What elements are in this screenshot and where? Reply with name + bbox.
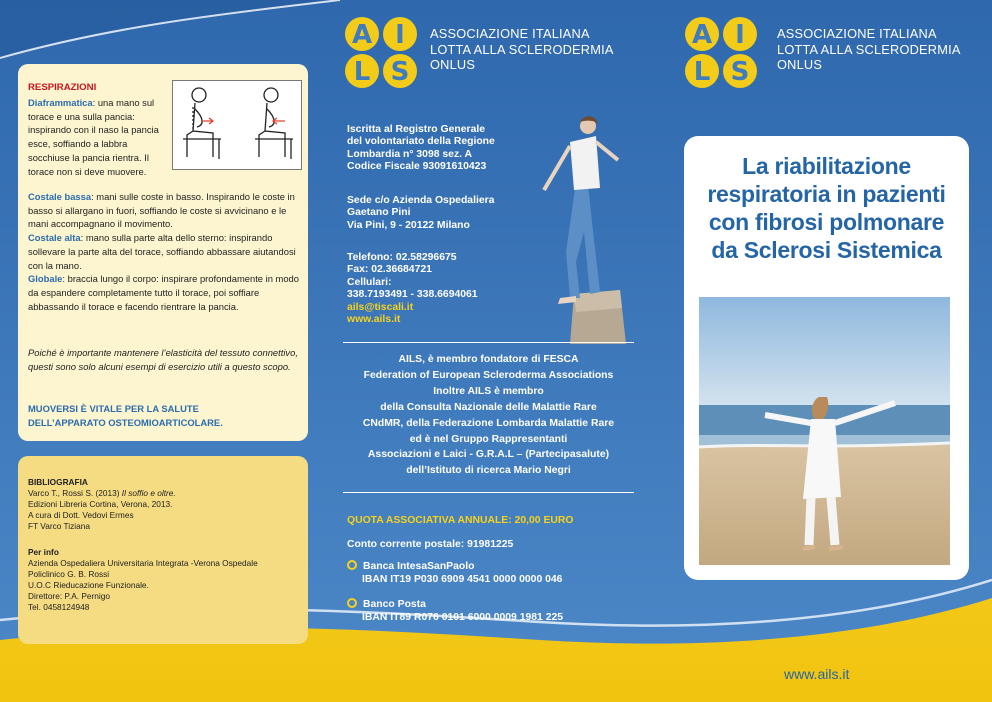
costal-low-text: Costale bassa: mani sulle coste in basso. Inspirando le coste in basso si allargano in fuori, soffiando le coste si avvicinano e le mani accompagnano il movimento.	[28, 191, 295, 230]
breathing-heading: RESPIRAZIONI	[28, 82, 97, 93]
breathing-types-text	[28, 190, 300, 313]
bank-posta: Banco Posta IBAN IT89 R076 0101 6000 0009 1981 225	[347, 599, 627, 624]
svg-text:I: I	[395, 20, 405, 50]
divider-bottom	[343, 492, 634, 493]
info-contact: Per info Azienda Ospedaliera Universitaria Integrata -Verona Ospedale Policlinico G. B. Rossi U.O.C Rieducazione Funzionale. Direttore: P.A. Pernigo Tel. 0458124948	[28, 547, 302, 612]
bullet-icon	[347, 560, 357, 570]
ails-logo-right	[684, 16, 762, 95]
svg-text:I: I	[735, 20, 745, 50]
contact-info: Telefono: 02.58296675 Fax: 02.36684721 Cellulari: 338.7193491 - 338.6694061 ails@tiscali.it www.ails.it	[347, 252, 587, 326]
woman-balancing-photo	[540, 112, 645, 349]
info-title: Per info	[28, 547, 59, 557]
bibliography: BIBLIOGRAFIA Varco T., Rossi S. (2013) Il soffio e oltre. Edizioni Libreria Cortina, Verona, 2013. A cura di Dott. Vedovi Ermes FT Varco Tiziana	[28, 477, 302, 532]
brochure-title: La riabilitazione respiratoria in pazienti con fibrosi polmonare da Sclerosi Sistemica	[707, 153, 946, 263]
beach-photo	[699, 297, 950, 565]
association-name-right: ASSOCIAZIONE ITALIANA LOTTA ALLA SCLERODERMIA ONLUS	[777, 26, 961, 72]
global-text: Globale: braccia lungo il corpo: inspirare profondamente in modo da espandere completamente tutto il torace, poi soffiare abbassando il torace e facendo rientrare la pancia.	[28, 273, 299, 312]
svg-text:A: A	[691, 20, 713, 50]
headquarters-address: Sede c/o Azienda Ospedaliera Gaetano Pini Via Pini, 9 - 20122 Milano	[347, 195, 495, 231]
costal-high-text: Costale alta: mano sulla parte alta dello sterno: inspirando sollevare la parte alta del torace, soffiando abbassare aiutandosi con la mano.	[28, 232, 296, 271]
membership-fee: QUOTA ASSOCIATIVA ANNUALE: 20,00 EURO	[347, 515, 574, 526]
svg-text:L: L	[693, 57, 711, 87]
breathing-diagram	[172, 80, 302, 170]
bibliography-title: BIBLIOGRAFIA	[28, 477, 88, 487]
bank-intesa: Banca IntesaSanPaolo IBAN IT19 P030 6909 4541 0000 0000 046	[347, 561, 627, 586]
svg-text:S: S	[730, 57, 750, 87]
elasticity-note: Poiché è importante mantenere l’elasticità del tessuto connettivo, questi sono solo alcuni esempi di esercizio utili a questo scopo.	[28, 347, 298, 372]
footer-website-link[interactable]: www.ails.it	[784, 666, 850, 682]
svg-text:L: L	[353, 57, 371, 87]
website-link[interactable]: www.ails.it	[347, 314, 401, 326]
diaphragmatic-text: Diaframmatica: una mano sul torace e una sulla pancia: inspirando con il naso la pancia esce, soffiando a labbra socchiuse la pancia rientra. Il torace non si deve muovere.	[28, 97, 159, 177]
svg-text:A: A	[351, 20, 373, 50]
vital-movement-heading: MUOVERSI È VITALE PER LA SALUTE DELL’APPARATO OSTEOMIOARTICOLARE.	[28, 403, 223, 428]
divider-top	[343, 342, 634, 343]
email-link[interactable]: ails@tiscali.it	[347, 301, 414, 313]
ails-logo-middle	[344, 16, 422, 95]
fesca-membership: AILS, è membro fondatore di FESCA Federation of European Scleroderma Associations Inoltre AILS è membro della Consulta Nazionale delle Malattie Rare CNdMR, della Federazione Lombarda Malattie Rare ed è nel Gruppo Rappresentanti Associazioni e Laici - G.R.A.L – (Partecipasalute) dell’Istituto di ricerca Mario Negri	[362, 354, 615, 477]
svg-text:S: S	[390, 57, 410, 87]
registry-info: Iscritta al Registro Generale del volontariato della Regione Lombardia n° 3098 sez. A Codice Fiscale 93091610423	[347, 124, 495, 173]
association-name-middle: ASSOCIAZIONE ITALIANA LOTTA ALLA SCLERODERMIA ONLUS	[430, 26, 614, 72]
bullet-icon	[347, 598, 357, 608]
postal-account: Conto corrente postale: 91981225	[347, 539, 514, 550]
